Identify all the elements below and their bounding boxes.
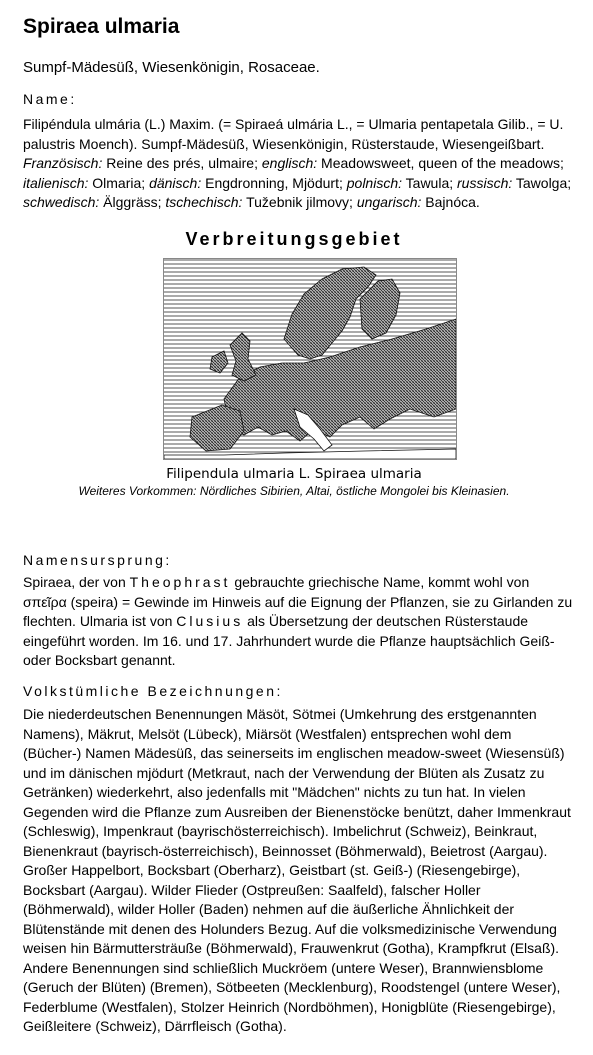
lang-text-sv: Älggräss; [99, 194, 166, 210]
lang-text-en: Meadowsweet, queen of the meadows; [317, 155, 564, 171]
lang-label-da: dänisch: [149, 174, 202, 191]
lang-text-it: Olmaria; [88, 174, 150, 191]
map-title: Verbreitungsgebiet [185, 229, 403, 249]
folk-names-text: Die niederdeutschen Benennungen Mäsöt, Sötmei (Umkehrung des erstgenannten Namens), Mäkrut, Melsöt (Lübeck), Miärsöt (Westfalen) entsprechen wohl dem (Bücher-) Namen Mädesüß, das seinerseits im englischen meadow-sweet (Wiesensüß) und im dänischen mjödurt (Metkraut, nach der Verwendung der Blüten als Zusatz zu Getränken) wiederkehrt, also jedenfalls mit "Mädchen" nichts zu tun hat. In vielen Gegenden wird die Pflanze zum Ausreiben der Bienenstöcke benützt, daher Immenkraut (Schleswig), Impenkraut (bayrischösterreichisch). Imbelichrut (Schweiz), Beinkraut, Bienenkraut (bayrisch-österreichisch), Beinnosset (Böhmerwald), Beietrost (Aargau). Großer Happelbort, Bocksbart (Oberharz), Geistbart (st. Geiß-) (Riesengebirge), Bocksbart (Aargau). Wilder Flieder (Ostpreußen: Saalfeld), falscher Holler (Böhmerwald), wilder Holler (Baden) nehmen auf die äußerliche Ähnlichkeit der Blütenstände mit denen des Holunders Bezug. Auf die volksmedizinische Verwendung weisen hin Bärmuttersträuße (Böhmerwald), Frauwenkrut (Gotha), Krampfkrut (Elsaß). Andere Benennungen sind schließlich Muckröem (untere Weser), Brannwiensblome (Geruch der Blüten) (Bremen), Sötbeeten (Mecklenburg), Roodstengel (untere Weser), Federblume (Westfalen), Stolzer Heinrich (Nordböhmen), Honigblüte (Riesengebirge), Geißleitere (Schweiz), Därrfleisch (Gotha). [23, 706, 571, 1034]
distribution-map [163, 258, 457, 460]
folk-names-heading: Volkstümliche Bezeichnungen: [23, 683, 283, 699]
map-note: Weiteres Vorkommen: Nördliches Sibirien, Altai, östliche Mongolei bis Kleinasien. [78, 484, 510, 498]
lang-label-sv: schwedisch: [23, 194, 100, 210]
author-clusius: Clusius [176, 613, 244, 629]
name-heading: Name: [23, 91, 77, 107]
lang-text-ru: Tawolga; [512, 174, 572, 191]
lang-label-pl: polnisch: [346, 174, 403, 191]
europe-map-image [164, 259, 456, 459]
origin-text-3: als Übersetzung der deutschen Rüsterstaude eingeführt worden. Im 16. und 17. Jahrhundert wurde die Pflanze hauptsächlich Geiß- oder Bocksbart genannt. [23, 613, 555, 668]
lang-text-cs: Tužebnik jilmovy; [242, 194, 357, 210]
botanical-names: Filipéndula ulmária (L.) Maxim. (= Spiraeá ulmária L., = Ulmaria pentapetala Gilib., = U. palustris Moench). Sumpf-Mädesüß, Wiesenkönigin, Rüsterstaude, Wiesengeißbart. [23, 116, 564, 152]
origin-heading: Namensursprung: [23, 552, 172, 568]
lang-label-it: italienisch: [23, 174, 89, 191]
name-paragraph [23, 115, 573, 213]
origin-text-2: gebrauchte griechische Name, kommt wohl von σπεῖρα (speira) = Gewinde im Hinweis auf die Eignung der Pflanzen, sie zu Girlanden zu flechten. Ulmaria ist von [23, 574, 573, 629]
page-title: Spiraea ulmaria [23, 15, 180, 38]
lang-text-fr: Reine des prés, ulmaire; [102, 155, 262, 171]
lang-text-da: Engdronning, Mjödurt; [201, 174, 347, 191]
lang-label-cs: tschechisch: [165, 194, 243, 210]
lang-label-en: englisch: [261, 155, 318, 171]
origin-text-1: Spiraea, der von [23, 574, 130, 590]
folk-names-paragraph [23, 705, 573, 1037]
lang-label-fr: Französisch: [23, 155, 103, 171]
origin-paragraph [23, 573, 573, 671]
lang-text-pl: Tawula; [402, 174, 458, 191]
map-caption: Filipendula ulmaria L. Spiraea ulmaria [166, 466, 422, 482]
lang-label-ru: russisch: [457, 174, 513, 191]
lang-label-hu: ungarisch: [356, 194, 422, 210]
lang-text-hu: Bajnóca. [421, 194, 480, 210]
page-subtitle: Sumpf-Mädesüß, Wiesenkönigin, Rosaceae. [23, 59, 320, 76]
author-theophrast: Theophrast [129, 574, 231, 590]
